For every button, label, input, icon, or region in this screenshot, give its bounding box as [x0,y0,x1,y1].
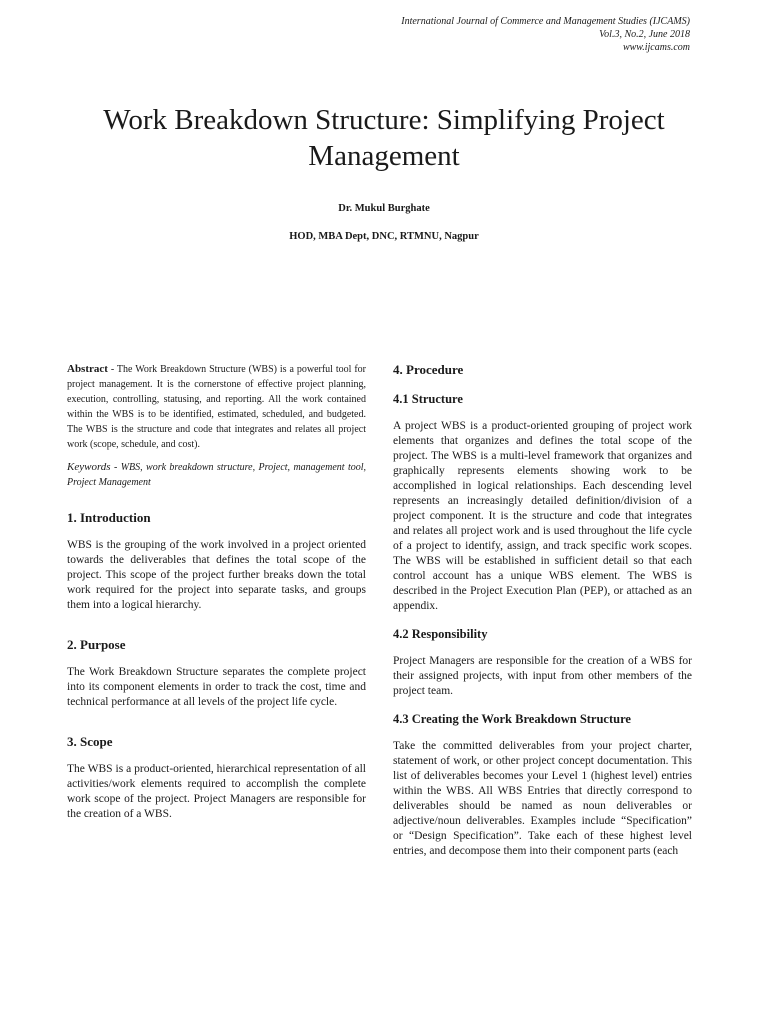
abstract-text: - The Work Breakdown Structure (WBS) is a powerful tool for project management. It is the cornerstone of effective project planning, execution, controlling, statusing, and reporting. All the work contained within the WBS is to be identified, estimated, scheduled, and budgeted. The WBS is the structure and code that integrates and relates all project work (scope, schedule, and cost). [67,364,366,450]
paper-title: Work Breakdown Structure: Simplifying Project Management [103,104,665,172]
keywords [67,460,366,490]
journal-name: International Journal of Commerce and Management Studies (IJCAMS) [401,16,690,27]
section-heading-scope: 3. Scope [67,734,113,749]
author-name: Dr. Mukul Burghate [338,203,430,214]
subsection-text-structure: A project WBS is a product-oriented grouping of project work elements that organizes and defines the total scope of the project. The WBS is a multi-level framework that organizes and graphically represents elements showing work to be accomplished in logical relationships. Each descending level represents an increasingly detailed definition/division of a project component. It is the structure and code that integrates and relates all project work and is used throughout the life cycle of a project to identify, assign, and track specific work scopes. The WBS will be established in sufficient detail so that each control account has a unique WBS element. The WBS is described in the Project Execution Plan (PEP), or attached as an appendix. [393,420,692,612]
section-heading-purpose: 2. Purpose [67,637,126,652]
section-text-introduction: WBS is the grouping of the work involved in a project oriented towards the deliverables that defines the total scope of the project. This scope of the project further breaks down the total work required for the project into separate tasks, and groups them into a logical hierarchy. [67,539,366,611]
section-text-scope: The WBS is a product-oriented, hierarchical representation of all activities/work elements required to accomplish the complete work scope of the project. Project Managers are responsible for the creation of a WBS. [67,763,366,820]
journal-website: www.ijcams.com [622,42,690,53]
left-column [67,362,366,822]
journal-header [401,15,690,54]
section-heading-procedure: 4. Procedure [393,362,464,377]
section-heading-introduction: 1. Introduction [67,510,151,525]
author-affiliation: HOD, MBA Dept, DNC, RTMNU, Nagpur [289,231,479,242]
subsection-heading-creating-wbs: 4.3 Creating the Work Breakdown Structure [393,712,631,726]
subsection-text-creating-wbs: Take the committed deliverables from your project charter, statement of work, or other project concept documentation. This list of deliverables becomes your Level 1 (highest level) entries within the WBS. All WBS Entries that directly correspond to deliverables should be named as noun deliverables or adjective/noun deliverables. Examples include “Specification” or “Design Specification”. Take each of these highest level entries, and decompose them into their component parts (each [393,740,692,857]
subsection-heading-responsibility: 4.2 Responsibility [393,627,488,641]
keywords-text: - WBS, work breakdown structure, Project, management tool, Project Management [67,462,366,488]
abstract [67,362,366,452]
subsection-heading-structure: 4.1 Structure [393,392,463,406]
section-text-purpose: The Work Breakdown Structure separates the complete project into its component elements in order to track the cost, time and technical performance at all levels of the project life cycle. [67,666,366,708]
keywords-label: Keywords [67,461,111,473]
subsection-text-responsibility: Project Managers are responsible for the creation of a WBS for their assigned projects, with input from other members of the project team. [393,655,692,697]
right-column [393,362,692,859]
journal-volume: Vol.3, No.2, June 2018 [599,29,690,40]
abstract-label: Abstract [67,363,108,375]
